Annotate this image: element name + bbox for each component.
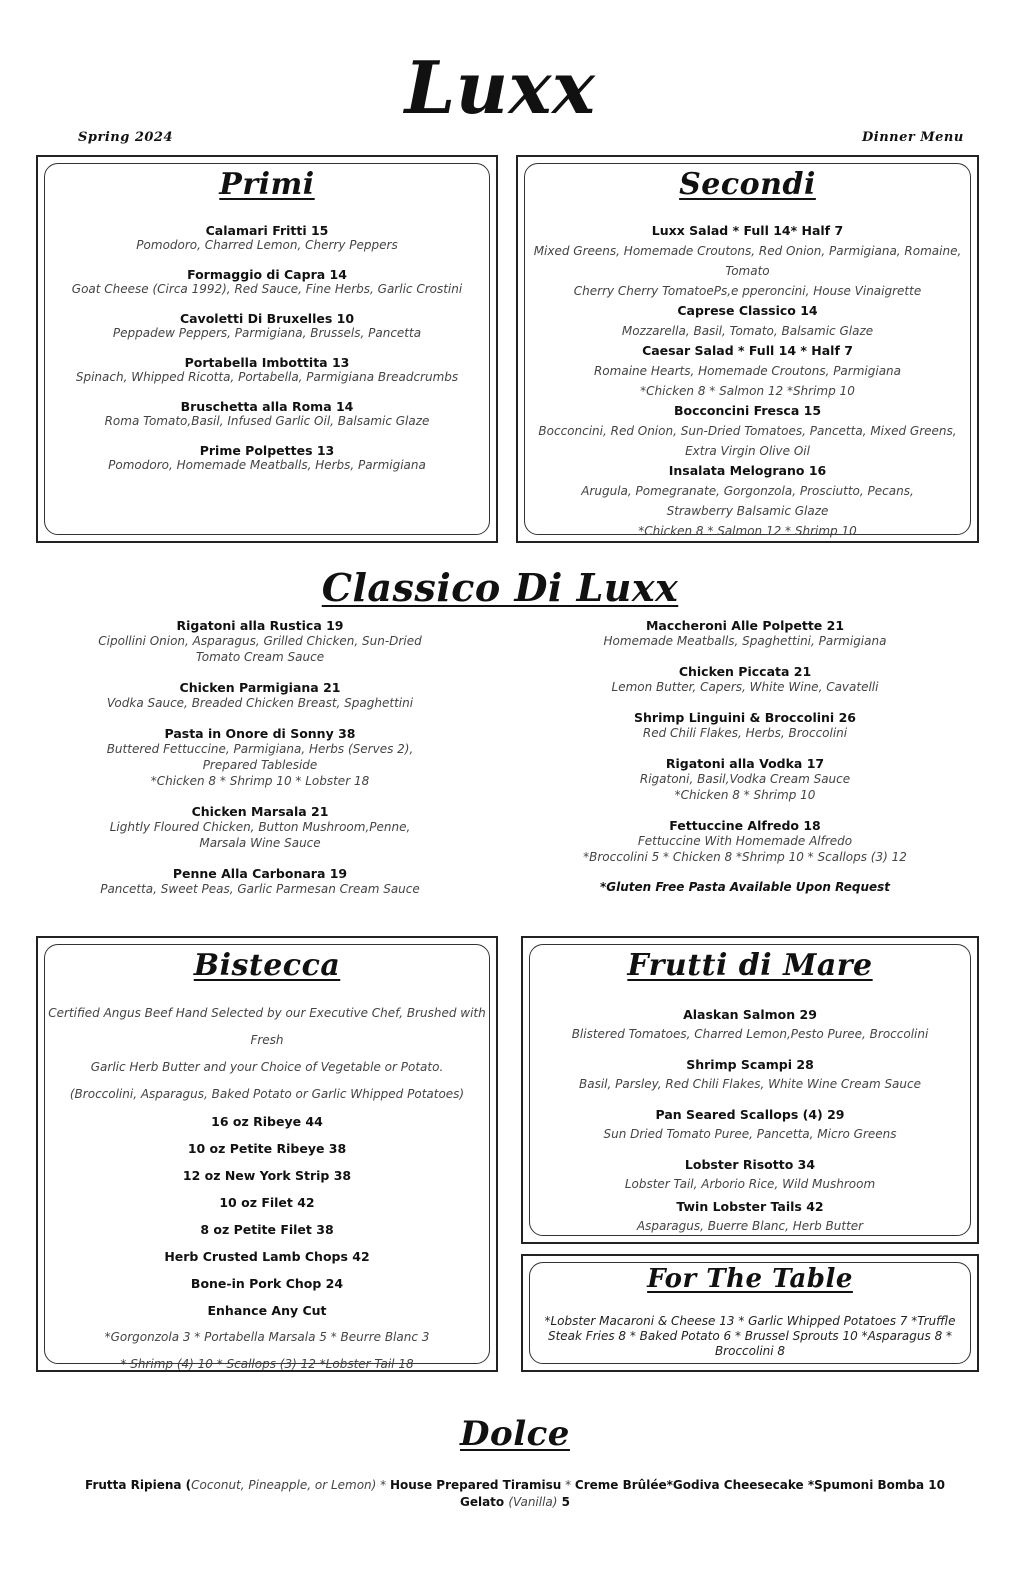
menu-item xyxy=(533,1106,967,1144)
menu-item xyxy=(533,1156,967,1194)
menu-item xyxy=(525,818,965,865)
item-name: Bruschetta alla Roma 14 xyxy=(180,399,354,414)
table-line: Steak Fries 8 * Baked Potato 6 * Brussel Sprouts 10 *Asparagus 8 * xyxy=(547,1329,953,1343)
item-description: Cherry Cherry TomatoePs,e pperoncini, House Vinaigrette xyxy=(573,284,922,298)
for-the-table-title: For The Table xyxy=(647,1264,853,1294)
item-description: Mozzarella, Basil, Tomato, Balsamic Glaze xyxy=(621,324,874,338)
item-description: *Broccolini 5 * Chicken 8 *Shrimp 10 * Scallops (3) 12 xyxy=(583,850,907,864)
item-name: Portabella Imbottita 13 xyxy=(184,355,350,370)
item-name: Maccheroni Alle Polpette 21 xyxy=(645,618,845,633)
item-description: *Chicken 8 * Shrimp 10 xyxy=(674,788,816,802)
item-description: Sun Dried Tomato Puree, Pancetta, Micro Greens xyxy=(603,1127,897,1141)
item-description: Bocconcini, Red Onion, Sun-Dried Tomatoes, Pancetta, Mixed Greens, xyxy=(538,424,957,438)
item-description: Pomodoro, Charred Lemon, Cherry Peppers xyxy=(136,238,398,252)
item-name: Caprese Classico 14 xyxy=(677,303,818,318)
item-name: Chicken Parmigiana 21 xyxy=(179,680,341,695)
item-description: Prepared Tableside xyxy=(202,758,318,772)
secondi-list xyxy=(528,221,967,541)
item-name: Twin Lobster Tails 42 xyxy=(676,1199,824,1214)
item-description: Asparagus, Buerre Blanc, Herb Butter xyxy=(636,1219,864,1233)
item-description: Romaine Hearts, Homemade Croutons, Parmigiana xyxy=(593,364,902,378)
dolce-gelato-flavor: (Vanilla) xyxy=(508,1495,558,1509)
for-the-table-section xyxy=(521,1254,979,1372)
frutti-title: Frutti di Mare xyxy=(627,948,873,983)
item-description: * Shrimp (4) 10 * Scallops (3) 12 *Lobster Tail 18 xyxy=(120,1357,414,1371)
item-description: Extra Virgin Olive Oil xyxy=(685,444,810,458)
item-name: Bocconcini Fresca 15 xyxy=(673,403,822,418)
item-name: Fettuccine Alfredo 18 xyxy=(669,818,821,833)
dolce-gelato: Gelato xyxy=(459,1495,509,1509)
gluten-free-note: *Gluten Free Pasta Available Upon Request xyxy=(599,880,891,894)
item-description: Peppadew Peppers, Parmigiana, Brussels, Pancetta xyxy=(112,326,422,340)
item-description: Lobster Tail, Arborio Rice, Wild Mushroom xyxy=(624,1177,876,1191)
item-description: *Chicken 8 * Shrimp 10 * Lobster 18 xyxy=(150,774,370,788)
item-description: Mixed Greens, Homemade Croutons, Red Onion, Parmigiana, Romaine, Tomato xyxy=(533,244,962,278)
item-name: Shrimp Scampi 28 xyxy=(686,1057,814,1072)
classico-right-column xyxy=(525,618,965,894)
menu-type-label: Dinner Menu xyxy=(862,130,964,145)
dolce-gelato-price: 5 xyxy=(557,1495,570,1509)
classico-left-column xyxy=(40,618,480,912)
item-name: Pasta in Onore di Sonny 38 xyxy=(164,726,356,741)
item-description: Goat Cheese (Circa 1992), Red Sauce, Fine Herbs, Garlic Crostini xyxy=(71,282,463,296)
menu-item xyxy=(533,1006,967,1044)
item-description: Cipollini Onion, Asparagus, Grilled Chicken, Sun-Dried xyxy=(98,634,422,648)
item-name: Formaggio di Capra 14 xyxy=(187,267,347,282)
item-name: Caesar Salad * Full 14 * Half 7 xyxy=(642,343,853,358)
item-description: Pancetta, Sweet Peas, Garlic Parmesan Cream Sauce xyxy=(100,882,420,896)
item-description: Lightly Floured Chicken, Button Mushroom,Penne, xyxy=(109,820,411,834)
menu-item xyxy=(58,223,476,252)
item-description: *Chicken 8 * Salmon 12 * Shrimp 10 xyxy=(638,524,857,538)
item-name: Rigatoni alla Vodka 17 xyxy=(665,756,825,771)
item-description: Certified Angus Beef Hand Selected by our Executive Chef, Brushed with Fresh xyxy=(48,1006,486,1047)
menu-item xyxy=(40,726,480,789)
frutti-list xyxy=(533,1006,967,1248)
bistecca-title: Bistecca xyxy=(193,948,341,983)
item-name: Bone-in Pork Chop 24 xyxy=(190,1276,344,1291)
menu-item xyxy=(525,756,965,803)
bistecca-list xyxy=(48,1000,486,1378)
menu-item xyxy=(58,267,476,296)
item-name: 10 oz Filet 42 xyxy=(219,1195,315,1210)
menu-item xyxy=(533,1198,967,1236)
menu-item xyxy=(40,866,480,897)
item-description: Garlic Herb Butter and your Choice of Vegetable or Potato. xyxy=(90,1060,444,1074)
item-name: Rigatoni alla Rustica 19 xyxy=(176,618,344,633)
item-description: Lemon Butter, Capers, White Wine, Cavatelli xyxy=(611,680,879,694)
primi-title: Primi xyxy=(219,167,315,202)
dolce-frutta: Frutta Ripiena ( xyxy=(85,1478,192,1492)
table-line: *Lobster Macaroni & Cheese 13 * Garlic Whipped Potatoes 7 *Truffle xyxy=(544,1314,956,1328)
item-name: Enhance Any Cut xyxy=(207,1303,327,1318)
item-description: Arugula, Pomegranate, Gorgonzola, Prosciutto, Pecans, xyxy=(581,484,914,498)
dolce-frutta-flavors: Coconut, Pineapple, or Lemon) xyxy=(191,1478,377,1492)
dolce-items xyxy=(0,1477,1024,1511)
dolce-others: Creme Brûlée*Godiva Cheesecake *Spumoni Bomba 10 xyxy=(574,1478,945,1492)
item-name: Chicken Marsala 21 xyxy=(191,804,329,819)
item-name: Luxx Salad * Full 14* Half 7 xyxy=(651,223,844,238)
classico-title: Classico Di Luxx xyxy=(321,565,679,610)
menu-item xyxy=(40,804,480,851)
menu-item xyxy=(58,443,476,472)
item-description: Roma Tomato,Basil, Infused Garlic Oil, Balsamic Glaze xyxy=(104,414,430,428)
restaurant-title: Luxx xyxy=(404,45,596,130)
item-description: Strawberry Balsamic Glaze xyxy=(666,504,829,518)
item-description: Fettuccine With Homemade Alfredo xyxy=(637,834,853,848)
item-description: Marsala Wine Sauce xyxy=(199,836,321,850)
item-name: Penne Alla Carbonara 19 xyxy=(172,866,348,881)
item-description: Blistered Tomatoes, Charred Lemon,Pesto Puree, Broccolini xyxy=(571,1027,929,1041)
menu-item xyxy=(40,680,480,711)
menu-item xyxy=(525,664,965,695)
season-label: Spring 2024 xyxy=(78,130,174,145)
frutti-section xyxy=(521,936,979,1244)
item-description: Rigatoni, Basil,Vodka Cream Sauce xyxy=(639,772,851,786)
primi-list xyxy=(58,223,476,487)
item-name: Lobster Risotto 34 xyxy=(684,1157,816,1172)
item-name: 8 oz Petite Filet 38 xyxy=(200,1222,334,1237)
secondi-section xyxy=(516,155,979,543)
item-description: Homemade Meatballs, Spaghettini, Parmigiana xyxy=(603,634,887,648)
item-name: Chicken Piccata 21 xyxy=(678,664,812,679)
item-name: 10 oz Petite Ribeye 38 xyxy=(187,1141,347,1156)
item-name: Shrimp Linguini & Broccolini 26 xyxy=(634,710,856,725)
bistecca-section xyxy=(36,936,498,1372)
primi-section xyxy=(36,155,498,543)
item-description: Buttered Fettuccine, Parmigiana, Herbs (Serves 2), xyxy=(106,742,414,756)
menu-item xyxy=(58,311,476,340)
for-the-table-text xyxy=(543,1314,957,1359)
dolce-title: Dolce xyxy=(460,1414,570,1454)
item-name: Insalata Melograno 16 xyxy=(668,463,827,478)
item-name: Herb Crusted Lamb Chops 42 xyxy=(164,1249,370,1264)
secondi-title: Secondi xyxy=(679,167,816,202)
item-description: Vodka Sauce, Breaded Chicken Breast, Spaghettini xyxy=(106,696,414,710)
menu-item xyxy=(533,1056,967,1094)
item-description: Pomodoro, Homemade Meatballs, Herbs, Parmigiana xyxy=(108,458,426,472)
item-description: Red Chili Flakes, Herbs, Broccolini xyxy=(642,726,848,740)
menu-item xyxy=(58,399,476,428)
menu-item xyxy=(525,618,965,649)
item-description: Spinach, Whipped Ricotta, Portabella, Parmigiana Breadcrumbs xyxy=(75,370,459,384)
item-name: Alaskan Salmon 29 xyxy=(683,1007,817,1022)
item-description: (Broccolini, Asparagus, Baked Potato or Garlic Whipped Potatoes) xyxy=(69,1087,465,1101)
item-description: Tomato Cream Sauce xyxy=(195,650,325,664)
menu-item xyxy=(525,710,965,741)
dolce-sep: * xyxy=(376,1478,390,1492)
item-description: Basil, Parsley, Red Chili Flakes, White Wine Cream Sauce xyxy=(579,1077,921,1091)
item-name: Calamari Fritti 15 xyxy=(205,223,329,238)
dolce-tiramisu: House Prepared Tiramisu xyxy=(390,1478,562,1492)
item-description: *Chicken 8 * Salmon 12 *Shrimp 10 xyxy=(640,384,855,398)
menu-item xyxy=(40,618,480,665)
item-name: Prime Polpettes 13 xyxy=(199,443,335,458)
item-name: 12 oz New York Strip 38 xyxy=(182,1168,352,1183)
menu-item xyxy=(58,355,476,384)
item-name: Cavoletti Di Bruxelles 10 xyxy=(179,311,355,326)
dolce-sep: * xyxy=(561,1478,575,1492)
item-name: Pan Seared Scallops (4) 29 xyxy=(655,1107,845,1122)
item-description: *Gorgonzola 3 * Portabella Marsala 5 * Beurre Blanc 3 xyxy=(104,1330,430,1344)
item-name: 16 oz Ribeye 44 xyxy=(211,1114,323,1129)
table-line: Broccolini 8 xyxy=(714,1344,786,1358)
